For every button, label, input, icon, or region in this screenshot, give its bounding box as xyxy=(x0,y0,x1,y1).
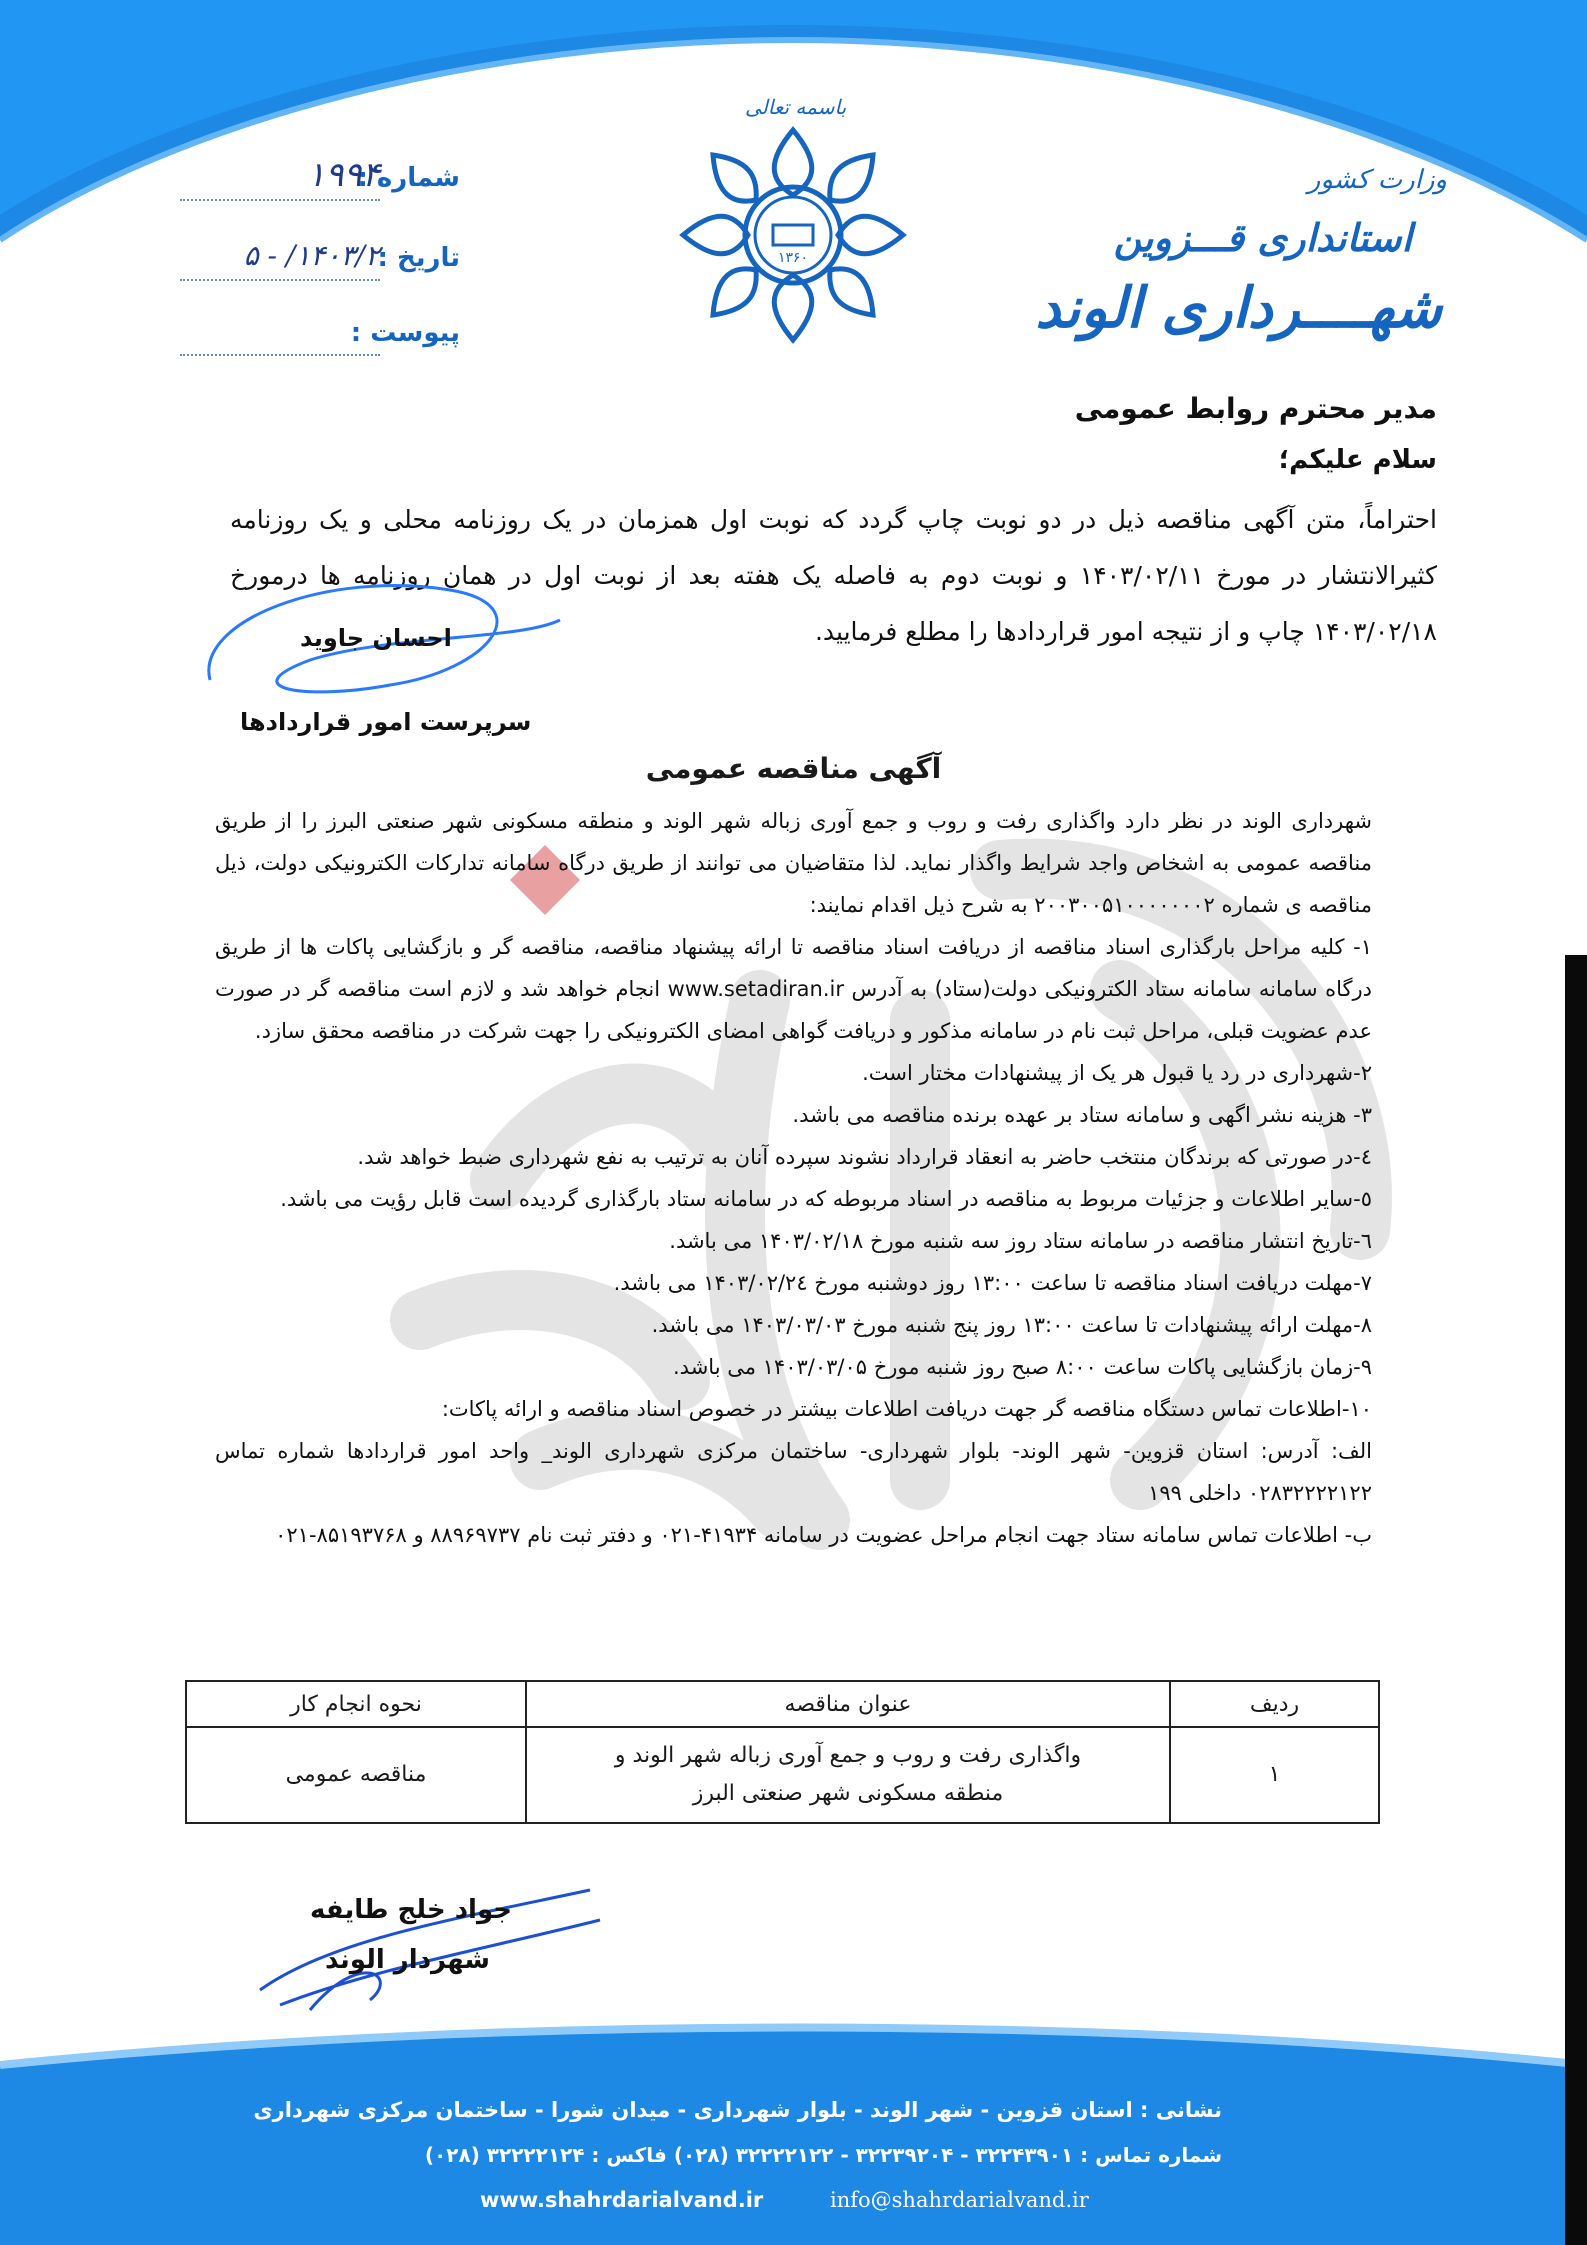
notice-item-4: ٤-در صورتی که برندگان منتخب حاضر به انعقاد قرارداد نشوند سپرده آنان به ترتیب به نفع شهرداری ضبط خواهد شد. xyxy=(357,1145,1372,1169)
letter-recipient: مدیر محترم روابط عمومی xyxy=(1074,392,1437,425)
letterhead-bottom-band xyxy=(0,2015,1587,2245)
first-signer-title: سرپرست امور قراردادها xyxy=(240,708,532,736)
letter-date-line xyxy=(180,279,380,281)
letter-date-value: ۱۴۰۳/۲/ - ۵ xyxy=(243,239,380,272)
table-header-title: عنوان مناقصه xyxy=(526,1681,1170,1727)
scan-edge-strip xyxy=(1565,955,1587,2245)
municipality-emblem xyxy=(668,120,918,350)
notice-item-1: ۱- کلیه مراحل بارگذاری اسناد مناقصه از دریافت اسناد مناقصه تا ارائه پیشنهاد مناقصه، مناقصه گر و بازگشایی پاکات ها از طریق درگاه سامانه سامانه ستاد الکترونیکی دولت(ستاد) به آدرس www.setadiran.ir انجام خواهد شد و لازم است مناقصه گر در صورت عدم عضویت قبلی، مراحل ثبت نام در سامانه مذکور و دریافت گواهی امضای الکترونیکی را جهت شرکت در مناقصه محقق سازد. xyxy=(215,935,1372,1043)
municipality-name: شهــــرداری الوند xyxy=(1035,275,1442,341)
footer-email-link[interactable]: info@shahrdarialvand.ir xyxy=(830,2188,1089,2212)
emblem-year: ۱۳۶۰ xyxy=(777,250,809,266)
notice-item-5: ٥-سایر اطلاعات و جزئیات مربوط به مناقصه در اسناد مربوطه که در سامانه ستاد بارگذاری گردیده است قابل رؤیت می باشد. xyxy=(280,1187,1372,1211)
footer-website-link[interactable]: www.shahrdarialvand.ir xyxy=(480,2188,764,2212)
table-cell-method: مناقصه عمومی xyxy=(186,1727,526,1823)
table-header-method: نحوه انجام کار xyxy=(186,1681,526,1727)
letter-attachment-line xyxy=(180,354,380,356)
table-header-row-no: ردیف xyxy=(1170,1681,1379,1727)
letter-number-label: شماره : xyxy=(357,163,460,193)
tender-table xyxy=(185,1680,1380,1824)
notice-item-10: ۱۰-اطلاعات تماس دستگاه مناقصه گر جهت دریافت اطلاعات بیشتر در خصوص اسناد مناقصه و ارائه پاکات: xyxy=(441,1397,1372,1421)
mayor-name: جواد خلج طایفه xyxy=(310,1895,512,1925)
letter-number-row xyxy=(160,155,460,205)
mayor-title: شهردار الوند xyxy=(325,1945,490,1975)
notice-body xyxy=(215,800,1372,1556)
basmala: باسمه تعالی xyxy=(745,95,847,119)
letter-number-value: ۱۹۹۴ xyxy=(306,155,380,195)
table-cell-row-no: ۱ xyxy=(1170,1727,1379,1823)
ministry-name: وزارت کشور xyxy=(1307,165,1447,195)
letter-salutation: سلام علیکم؛ xyxy=(1278,445,1437,475)
table-row xyxy=(186,1727,1379,1823)
letter-intro: احتراماً، متن آگهی مناقصه ذیل در دو نوبت چاپ گردد که نوبت اول همزمان در یک روزنامه محلی و یک روزنامه کثیرالانتشار در مورخ ۱۴۰۳/۰۲/۱۱ و نوبت دوم به فاصله یک هفته بعد از نوبت اول در همان روزنامه ها درمورخ ۱۴۰۳/۰۲/۱۸ چاپ و از نتیجه امور قراردادها را مطلع فرمایید. xyxy=(230,505,1438,646)
letter-date-row xyxy=(160,235,460,285)
letter-date-label: تاریخ : xyxy=(377,243,460,273)
notice-contact-a: الف: آدرس: استان قزوین- شهر الوند- بلوار شهرداری- ساختمان مرکزی شهرداری الوند_ واحد امور قراردادها شماره تماس ۰۲۸۳۲۲۲۲۱۲۲ داخلی ۱۹۹ xyxy=(215,1439,1372,1505)
letter-number-line xyxy=(180,199,380,201)
notice-intro: شهرداری الوند در نظر دارد واگذاری رفت و روب و جمع آوری زباله شهر الوند و منطقه مسکونی شهر صنعتی البرز را از طریق مناقصه عمومی به اشخاص واجد شرایط واگذار نماید. لذا متقاضیان می توانند از طریق درگاه سامانه تدارکات الکترونیکی دولت، ذیل مناقصه ی شماره ۲۰۰۳۰۰۵۱۰۰۰۰۰۰۰۲ به شرح ذیل اقدام نمایند: xyxy=(215,809,1372,917)
notice-item-9: ۹-زمان بازگشایی پاکات ساعت ۸:۰۰ صبح روز شنبه مورخ ۱۴۰۳/۰۳/۰۵ می باشد. xyxy=(673,1355,1372,1379)
notice-item-6: ٦-تاریخ انتشار مناقصه در سامانه ستاد روز سه شنبه مورخ ۱۴۰۳/۰۲/۱۸ می باشد. xyxy=(669,1229,1372,1253)
notice-contact-b: ب- اطلاعات تماس سامانه ستاد جهت انجام مراحل عضویت در سامانه ۴۱۹۳۴-۰۲۱ و دفتر ثبت نام ۸۸۹۶۹۷۳۷ و ۸۵۱۹۳۷۶۸-۰۲۱ xyxy=(275,1523,1372,1547)
table-cell-title: واگذاری رفت و روب و جمع آوری زباله شهر الوند و منطقه مسکونی شهر صنعتی البرز xyxy=(526,1727,1170,1823)
notice-item-3: ۳- هزینه نشر اگهی و سامانه ستاد بر عهده برنده مناقصه می باشد. xyxy=(792,1103,1372,1127)
first-signer-name: احسان جاوید xyxy=(300,624,452,652)
governorate-name: استانداری قـــزوین xyxy=(1113,215,1412,260)
tender-table-header xyxy=(186,1681,1379,1727)
footer-address: نشانی : استان قزوین - شهر الوند - بلوار شهرداری - میدان شورا - ساختمان مرکزی شهرداری xyxy=(253,2098,1222,2122)
letter-attachment-row xyxy=(160,310,460,360)
letter-attachment-label: پیوست : xyxy=(350,318,460,348)
notice-title: آگهی مناقصه عمومی xyxy=(645,752,942,785)
footer-phones: شماره تماس : ۳۲۲۴۳۹۰۱ - ۳۲۲۳۹۲۰۴ - ۳۲۲۲۲۱۲۲ (۰۲۸) فاکس : ۳۲۲۲۲۱۲۴ (۰۲۸) xyxy=(424,2143,1222,2167)
notice-item-2: ۲-شهرداری در رد یا قبول هر یک از پیشنهادات مختار است. xyxy=(862,1061,1372,1085)
notice-item-8: ۸-مهلت ارائه پیشنهادات تا ساعت ۱۳:۰۰ روز پنج شنبه مورخ ۱۴۰۳/۰۳/۰۳ می باشد. xyxy=(651,1313,1372,1337)
notice-item-7: ۷-مهلت دریافت اسناد مناقصه تا ساعت ۱۳:۰۰ روز دوشنبه مورخ ۱۴۰۳/۰۲/۲٤ می باشد. xyxy=(613,1271,1372,1295)
